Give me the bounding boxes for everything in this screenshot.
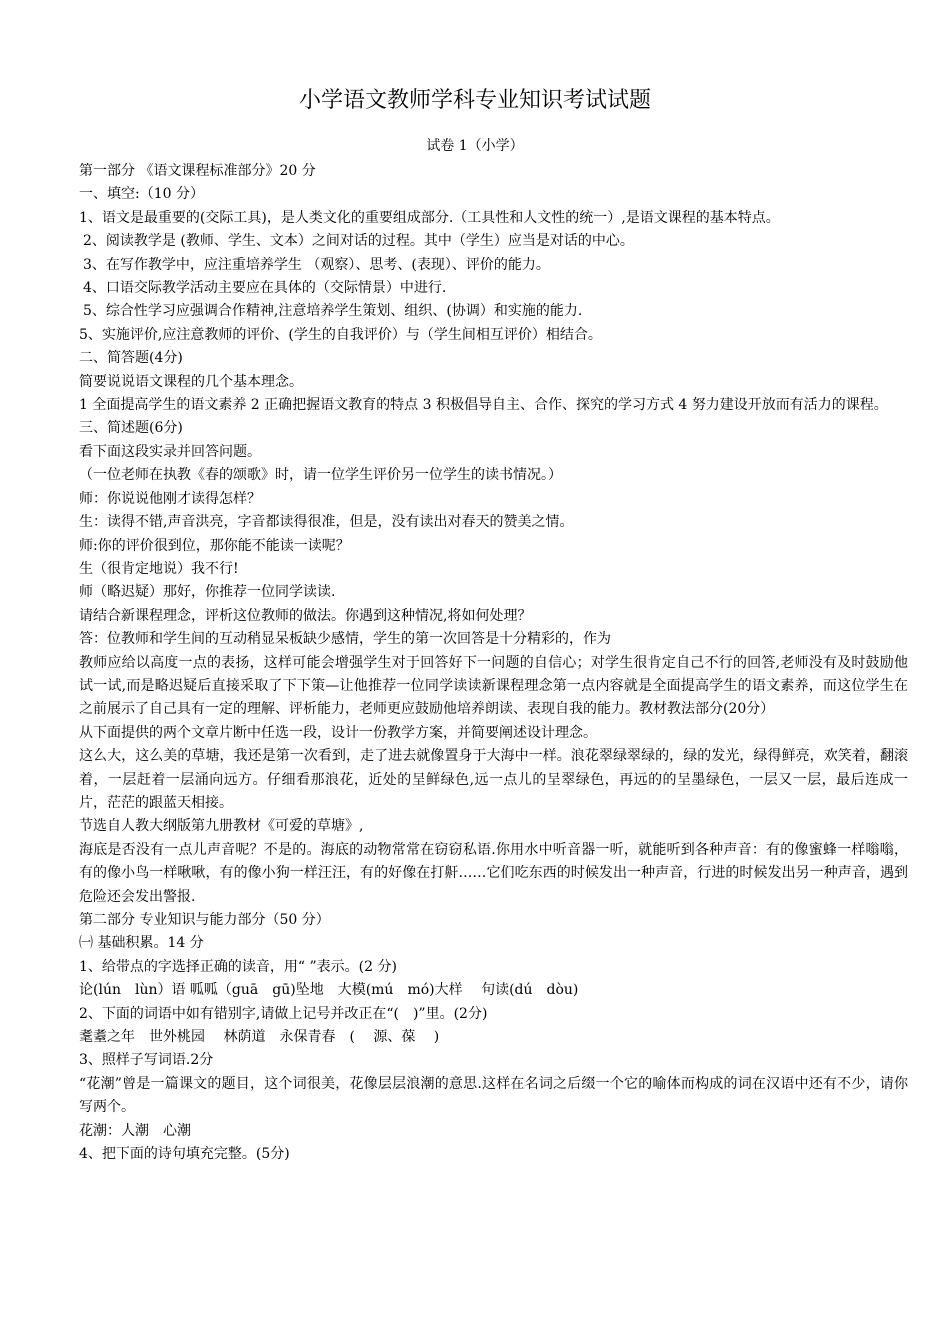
basics-question-1: 1、给带点的字选择正确的读音，用“ ”表示。(2 分)	[79, 958, 397, 975]
brief-instruction: 看下面这段实录并回答问题。	[79, 443, 261, 460]
fill-blank-item-1: 1、语文是最重要的(交际工具)，是人类文化的重要组成部分.（工具性和人文性的统一）,是语文课程的基本特点。	[79, 209, 780, 226]
section-heading-part1: 第一部分 《语文课程标准部分》20 分	[79, 163, 316, 179]
fill-blank-item-5: 5、综合性学习应强调合作精神,注意培养学生策划、组织、(协调）和实施的能力.	[83, 303, 583, 320]
basics-question-2: 2、下面的词语中如有错别字,请做上记号并改正在“( )”里。(2分)	[79, 1005, 488, 1022]
teaching-design-instruction: 从下面提供的两个文章片断中任选一段，设计一份教学方案，并简要阐述设计理念。	[79, 724, 597, 741]
basics-question-3-answer: 花潮：人潮 心潮	[79, 1122, 191, 1139]
transcript-line: 生（很肯定地说）我不行!	[79, 560, 239, 577]
question-heading-fill-blank: 一、填空:（10 分）	[79, 186, 204, 203]
question-heading-short-answer: 二、简答题(4分)	[79, 350, 183, 367]
question-heading-brief: 三、简述题(6分)	[79, 420, 183, 437]
fill-blank-item-3: 3、在写作教学中，应注重培养学生 （观察）、思考、(表现）、评价的能力。	[83, 256, 550, 273]
fill-blank-item-4: 4、口语交际教学活动主要应在具体的（交际情景）中进行.	[83, 280, 447, 297]
brief-answer-paragraph: 教师应给以高度一点的表扬，这样可能会增强学生对于回答好下一问题的自信心；对学生很肯定自己不行的回答,老师没有及时鼓励他试一试,而是略迟疑后直接采取了下下策—让他推荐一位同学读读新课程理念第一点内容就是全面提高学生的语文素养，而这位学生在之前展示了自己具有一定的理解、评析能力，老师更应鼓励他培养朗读、表现自我的能力。教材教法部分(20分）	[79, 654, 908, 718]
excerpt-paragraph-seabed: 海底是否没有一点儿声音呢？不是的。海底的动物常常在窃窃私语.你用水中听音器一听，就能听到各种声音：有的像蜜蜂一样嗡嗡，有的像小鸟一样啾啾，有的像小狗一样汪汪，有的好像在打鼾……它们吃东西的时候发出一种声音，行进的时候发出另一种声音，遇到危险还会发出警报.	[79, 841, 908, 905]
transcript-line: 师（略迟疑）那好，你推荐一位同学读读.	[79, 584, 336, 601]
document-body	[48, 160, 908, 1166]
short-answer-question: 简要说说语文课程的几个基本理念。	[79, 373, 303, 390]
question-heading-basics: ㈠ 基础积累。14 分	[79, 935, 204, 952]
basics-question-3: 3、照样子写词语.2分	[79, 1052, 214, 1069]
brief-question: 请结合新课程理念，评析这位教师的做法。你遇到这种情况,将如何处理？	[79, 607, 532, 624]
transcript-line: 生：读得不错,声音洪亮，字音都读得很准，但是，没有读出对春天的赞美之情。	[79, 514, 574, 531]
fill-blank-item-6: 5、实施评价,应注意教师的评价、(学生的自我评价）与（学生间相互评价）相结合。	[79, 326, 602, 343]
transcript-context: （一位老师在执教《春的颂歌》时，请一位学生评价另一位学生的读书情况。）	[79, 467, 562, 484]
section-heading-part2: 第二部分 专业知识与能力部分（50 分）	[79, 912, 330, 928]
brief-answer-start: 答：位教师和学生间的互动稍显呆板缺少感情，学生的第一次回答是十分精彩的，作为	[79, 631, 611, 648]
transcript-line: 师：你说说他刚才读得怎样？	[79, 490, 261, 507]
basics-question-1-options: 论(lún lùn）语 呱呱（guā gū)坠地 大模(mú mó)大样 句读(dú dòu)	[79, 982, 579, 999]
basics-question-4: 4、把下面的诗句填充完整。(5分)	[79, 1146, 290, 1163]
basics-question-3-text: “花潮”曾是一篇课文的题目，这个词很美，花像层层浪潮的意思.这样在名词之后缀一个它的喻体而构成的词在汉语中还有不少，请你写两个。	[79, 1075, 908, 1116]
basics-question-2-words: 耄耋之年 世外桃园 林荫道 永保青春 ( 源、葆 )	[79, 1029, 440, 1046]
document-subtitle: 试卷 1（小学）	[426, 138, 524, 154]
short-answer-answer: 1 全面提高学生的语文素养 2 正确把握语文教育的特点 3 积极倡导自主、合作、探究的学习方式 4 努力建设开放而有活力的课程。	[79, 397, 888, 414]
excerpt-source: 节选自人教大纲版第九册教材《可爱的草塘》,	[79, 818, 364, 835]
fill-blank-item-2: 2、阅读教学是 (教师、学生、文本）之间对话的过程。其中（学生）应当是对话的中心。	[83, 233, 634, 250]
transcript-line: 师:你的评价很到位，那你能不能读一读呢？	[79, 537, 350, 554]
document-title: 小学语文教师学科专业知识考试试题	[298, 88, 651, 113]
excerpt-paragraph-grass-pond: 这么大，这么美的草塘，我还是第一次看到，走了进去就像置身于大海中一样。浪花翠绿翠绿的，绿的发光，绿得鲜亮，欢笑着，翻滚着，一层赶着一层涌向远方。仔细看那浪花，近处的呈鲜绿色,远一点儿的呈翠绿色，再远的的呈墨绿色，一层又一层，最后连成一片，茫茫的跟蓝天相接。	[79, 748, 908, 811]
